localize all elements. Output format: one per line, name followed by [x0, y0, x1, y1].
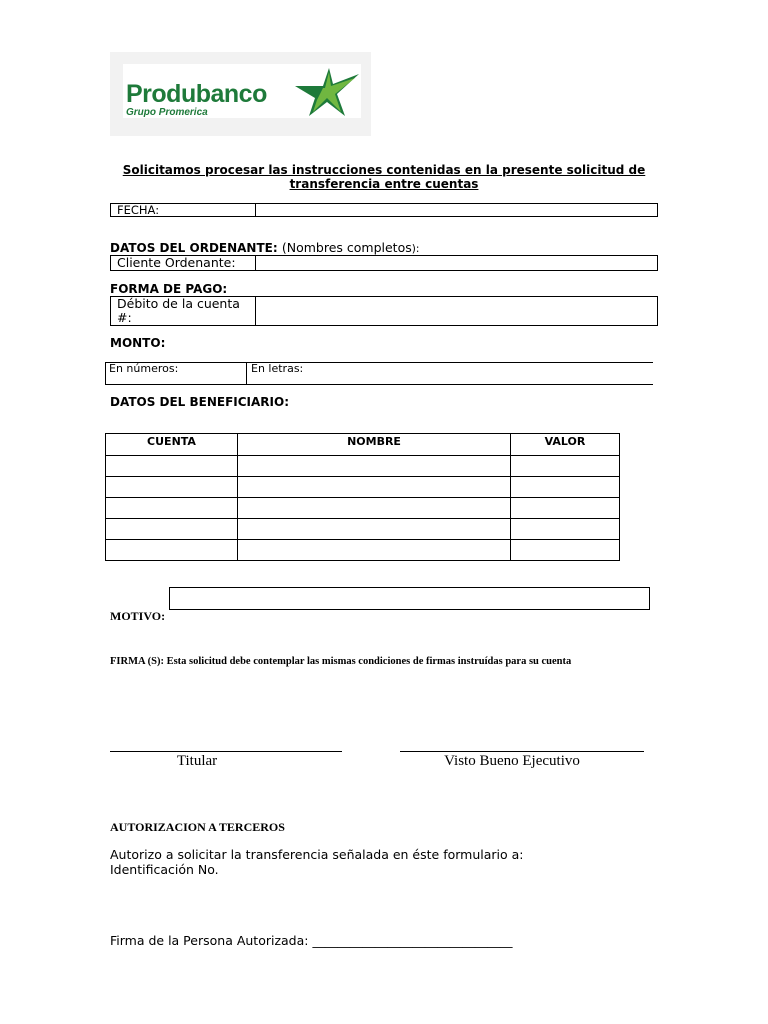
firma-instructions: FIRMA (S): Esta solicitud debe contemplar las mismas condiciones de firmas instruídas para su cuenta	[110, 656, 572, 667]
cliente-ordenante-label: Cliente Ordenante:	[111, 256, 256, 270]
monto-numeros-label: En números:	[109, 362, 179, 375]
fecha-row	[110, 203, 658, 217]
beneficiario-heading: DATOS DEL BENEFICIARIO:	[110, 395, 290, 409]
firma-autorizada-label[interactable]: Firma de la Persona Autorizada: ________________________________	[110, 933, 513, 948]
cuenta-cell[interactable]	[106, 498, 238, 519]
col-cuenta-header: CUENTA	[106, 434, 238, 456]
valor-cell[interactable]	[511, 519, 620, 540]
ejecutivo-label: Visto Bueno Ejecutivo	[444, 753, 580, 769]
cuenta-cell[interactable]	[106, 477, 238, 498]
title-line-2: transferencia entre cuentas	[289, 177, 479, 191]
nombre-cell[interactable]	[238, 519, 511, 540]
form-title	[110, 163, 658, 191]
table-row	[106, 519, 620, 540]
motivo-label: MOTIVO:	[110, 609, 166, 623]
cuenta-cell[interactable]	[106, 540, 238, 561]
fecha-label: FECHA:	[111, 204, 256, 216]
autorizacion-line-1: Autorizo a solicitar la transferencia señalada en éste formulario a:	[110, 847, 524, 862]
bank-logo	[110, 52, 371, 136]
valor-cell[interactable]	[511, 456, 620, 477]
table-row	[106, 456, 620, 477]
nombre-cell[interactable]	[238, 456, 511, 477]
beneficiario-table	[105, 433, 620, 561]
logo-subtitle: Grupo Promerica	[126, 107, 208, 118]
ordenante-heading-text: DATOS DEL ORDENANTE:	[110, 241, 278, 255]
cuenta-cell[interactable]	[106, 456, 238, 477]
debito-row	[110, 296, 658, 326]
title-line-1: Solicitamos procesar las instrucciones contenidas en la presente solicitud de	[122, 163, 646, 177]
valor-cell[interactable]	[511, 498, 620, 519]
ordenante-heading-note-end: ):	[411, 243, 420, 255]
logo-name: Produbanco	[126, 80, 267, 108]
beneficiario-header-row	[106, 434, 620, 456]
monto-row	[105, 362, 653, 385]
ordenante-heading-note: (Nombres completos	[281, 240, 412, 255]
debito-field[interactable]	[256, 297, 657, 325]
table-row	[106, 498, 620, 519]
motivo-field[interactable]	[169, 587, 650, 610]
table-row	[106, 540, 620, 561]
forma-pago-heading: FORMA DE PAGO:	[110, 282, 228, 296]
fecha-field[interactable]	[256, 204, 657, 216]
cliente-ordenante-row	[110, 255, 658, 271]
cuenta-cell[interactable]	[106, 519, 238, 540]
nombre-cell[interactable]	[238, 540, 511, 561]
debito-label-line-2: #:	[117, 310, 132, 325]
titular-signature-line[interactable]	[110, 751, 342, 752]
cliente-ordenante-field[interactable]	[256, 256, 657, 270]
ordenante-heading	[110, 240, 419, 255]
valor-cell[interactable]	[511, 477, 620, 498]
monto-numeros-field[interactable]	[106, 363, 247, 384]
col-nombre-header: NOMBRE	[238, 434, 511, 456]
star-icon	[293, 66, 361, 118]
debito-label-line-1: Débito de la cuenta	[117, 296, 240, 311]
ejecutivo-signature-line[interactable]	[400, 751, 644, 752]
monto-letras-field[interactable]	[247, 363, 653, 384]
autorizacion-heading: AUTORIZACION A TERCEROS	[110, 820, 285, 834]
debito-label	[111, 297, 256, 325]
monto-heading: MONTO:	[110, 336, 166, 350]
valor-cell[interactable]	[511, 540, 620, 561]
titular-label: Titular	[176, 753, 218, 769]
nombre-cell[interactable]	[238, 477, 511, 498]
monto-letras-label: En letras:	[251, 362, 304, 375]
logo-panel	[123, 64, 361, 118]
autorizacion-text	[110, 847, 524, 877]
table-row	[106, 477, 620, 498]
nombre-cell[interactable]	[238, 498, 511, 519]
col-valor-header: VALOR	[511, 434, 620, 456]
identificacion-label: Identificación No.	[110, 862, 219, 877]
